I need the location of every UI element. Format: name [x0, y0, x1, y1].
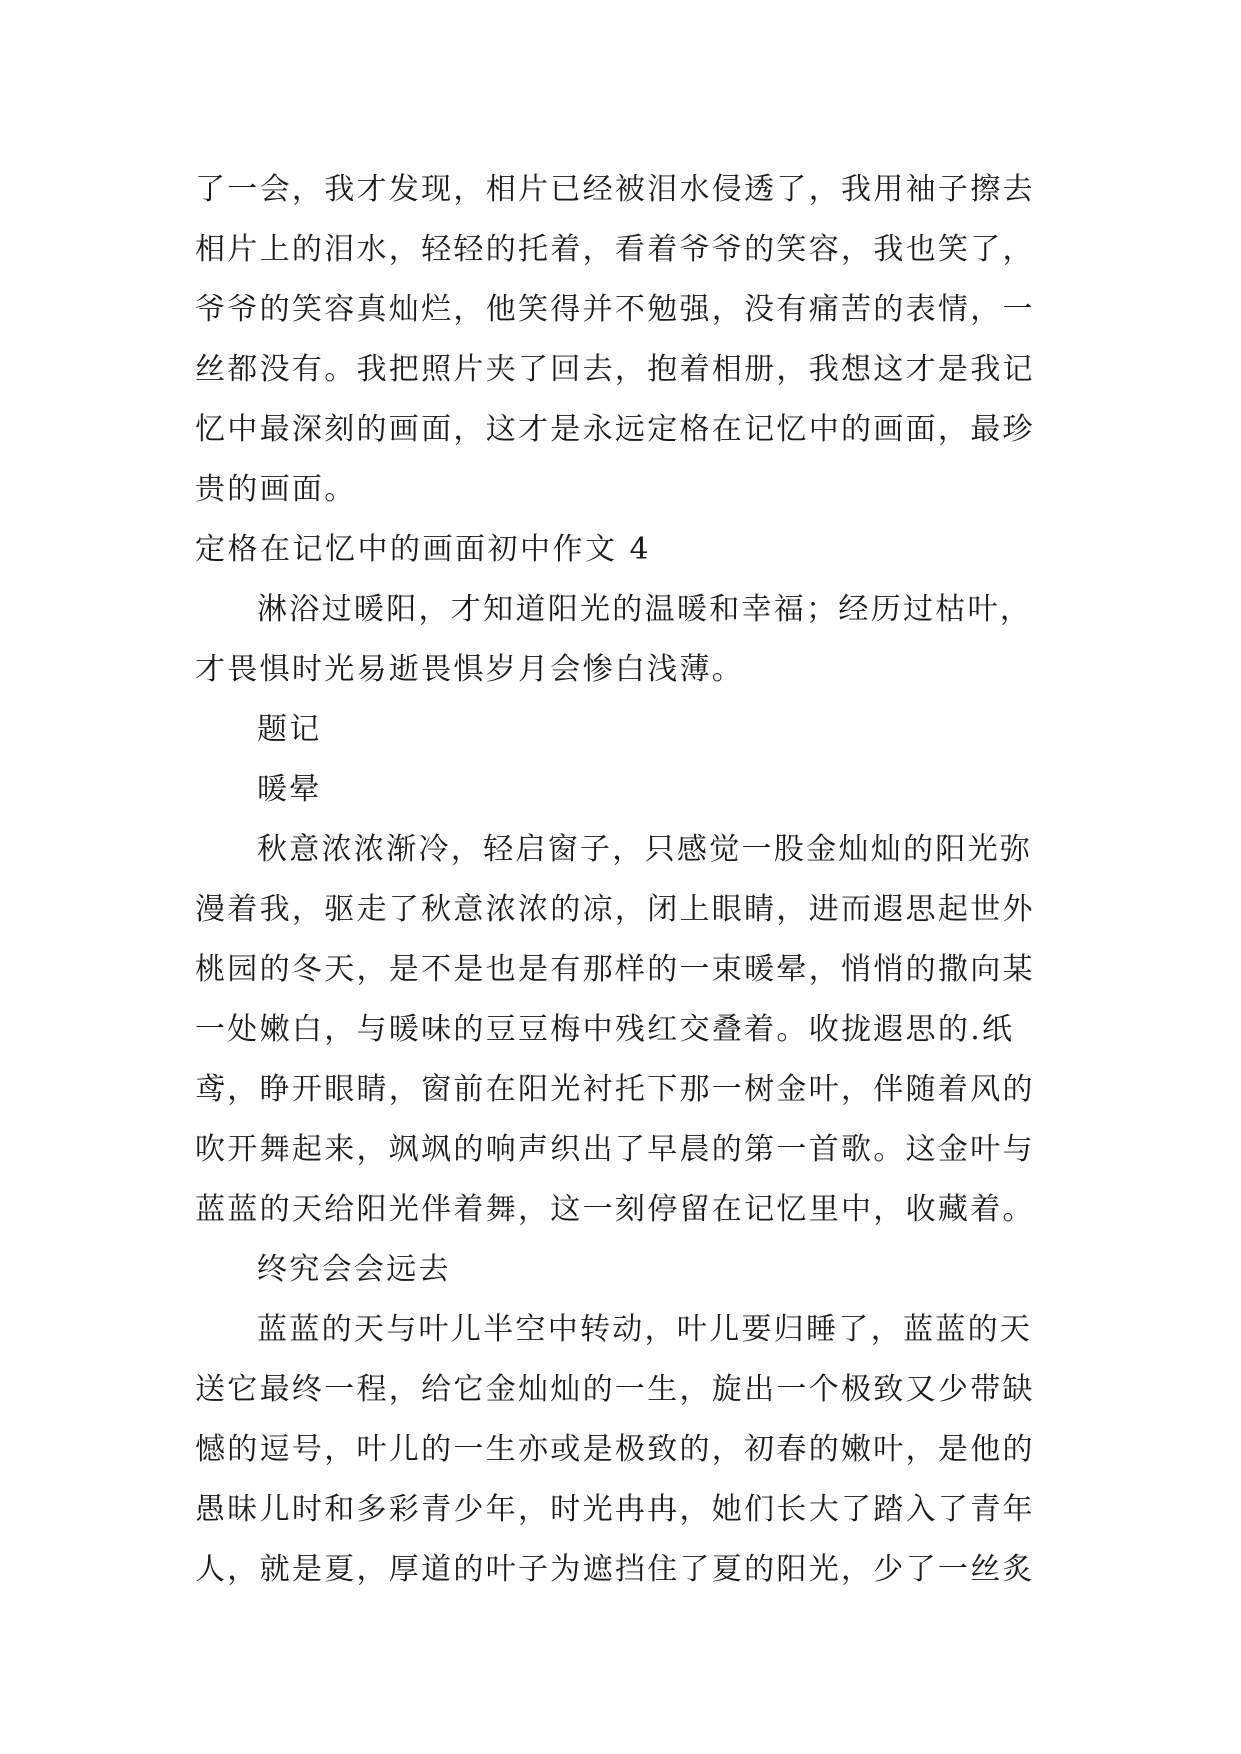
- text-line: 忆中最深刻的画面，这才是永远定格在记忆中的画面，最珍: [195, 412, 1035, 447]
- subheading-line: 题记: [257, 712, 322, 747]
- text-line: 丝都没有。我把照片夹了回去，抱着相册，我想这才是我记: [195, 352, 1035, 387]
- subheading-line: 终究会会远去: [257, 1252, 451, 1287]
- text-line: 人，就是夏，厚道的叶子为遮挡住了夏的阳光，少了一丝炙: [195, 1552, 1035, 1587]
- text-line: 相片上的泪水，轻轻的托着，看着爷爷的笑容，我也笑了，: [195, 232, 1035, 267]
- text-line: 一处嫩白，与暖味的豆豆梅中残红交叠着。收拢遐思的.纸: [195, 1012, 1015, 1047]
- section-heading: 定格在记忆中的画面初中作文 4: [195, 532, 652, 567]
- text-line: 爷爷的笑容真灿烂，他笑得并不勉强，没有痛苦的表情，一: [195, 292, 1035, 327]
- text-line: 了一会，我才发现，相片已经被泪水侵透了，我用袖子擦去: [195, 172, 1035, 207]
- text-line: 漫着我，驱走了秋意浓浓的凉，闭上眼睛，进而遐思起世外: [195, 892, 1035, 927]
- text-line: 桃园的冬天，是不是也是有那样的一束暖晕，悄悄的撒向某: [195, 952, 1035, 987]
- article-body: [195, 160, 1075, 1600]
- text-line: 蓝蓝的天与叶儿半空中转动，叶儿要归睡了，蓝蓝的天: [257, 1312, 1033, 1347]
- text-line: 愚昧儿时和多彩青少年，时光冉冉，她们长大了踏入了青年: [195, 1492, 1035, 1527]
- text-line: 憾的逗号，叶儿的一生亦或是极致的，初春的嫩叶，是他的: [195, 1432, 1035, 1467]
- text-line: 淋浴过暖阳，才知道阳光的温暖和幸福；经历过枯叶，: [257, 592, 1033, 627]
- subheading-line: 暖晕: [257, 772, 322, 807]
- text-line: 送它最终一程，给它金灿灿的一生，旋出一个极致又少带缺: [195, 1372, 1035, 1407]
- text-line: 贵的画面。: [195, 472, 357, 507]
- text-line: 秋意浓浓渐冷，轻启窗子，只感觉一股金灿灿的阳光弥: [257, 832, 1033, 867]
- text-line: 鸢，睁开眼睛，窗前在阳光衬托下那一树金叶，伴随着风的: [195, 1072, 1035, 1107]
- text-line: 吹开舞起来，飒飒的响声织出了早晨的第一首歌。这金叶与: [195, 1132, 1035, 1167]
- text-line: 蓝蓝的天给阳光伴着舞，这一刻停留在记忆里中，收藏着。: [195, 1192, 1035, 1227]
- text-line: 才畏惧时光易逝畏惧岁月会惨白浅薄。: [195, 652, 745, 687]
